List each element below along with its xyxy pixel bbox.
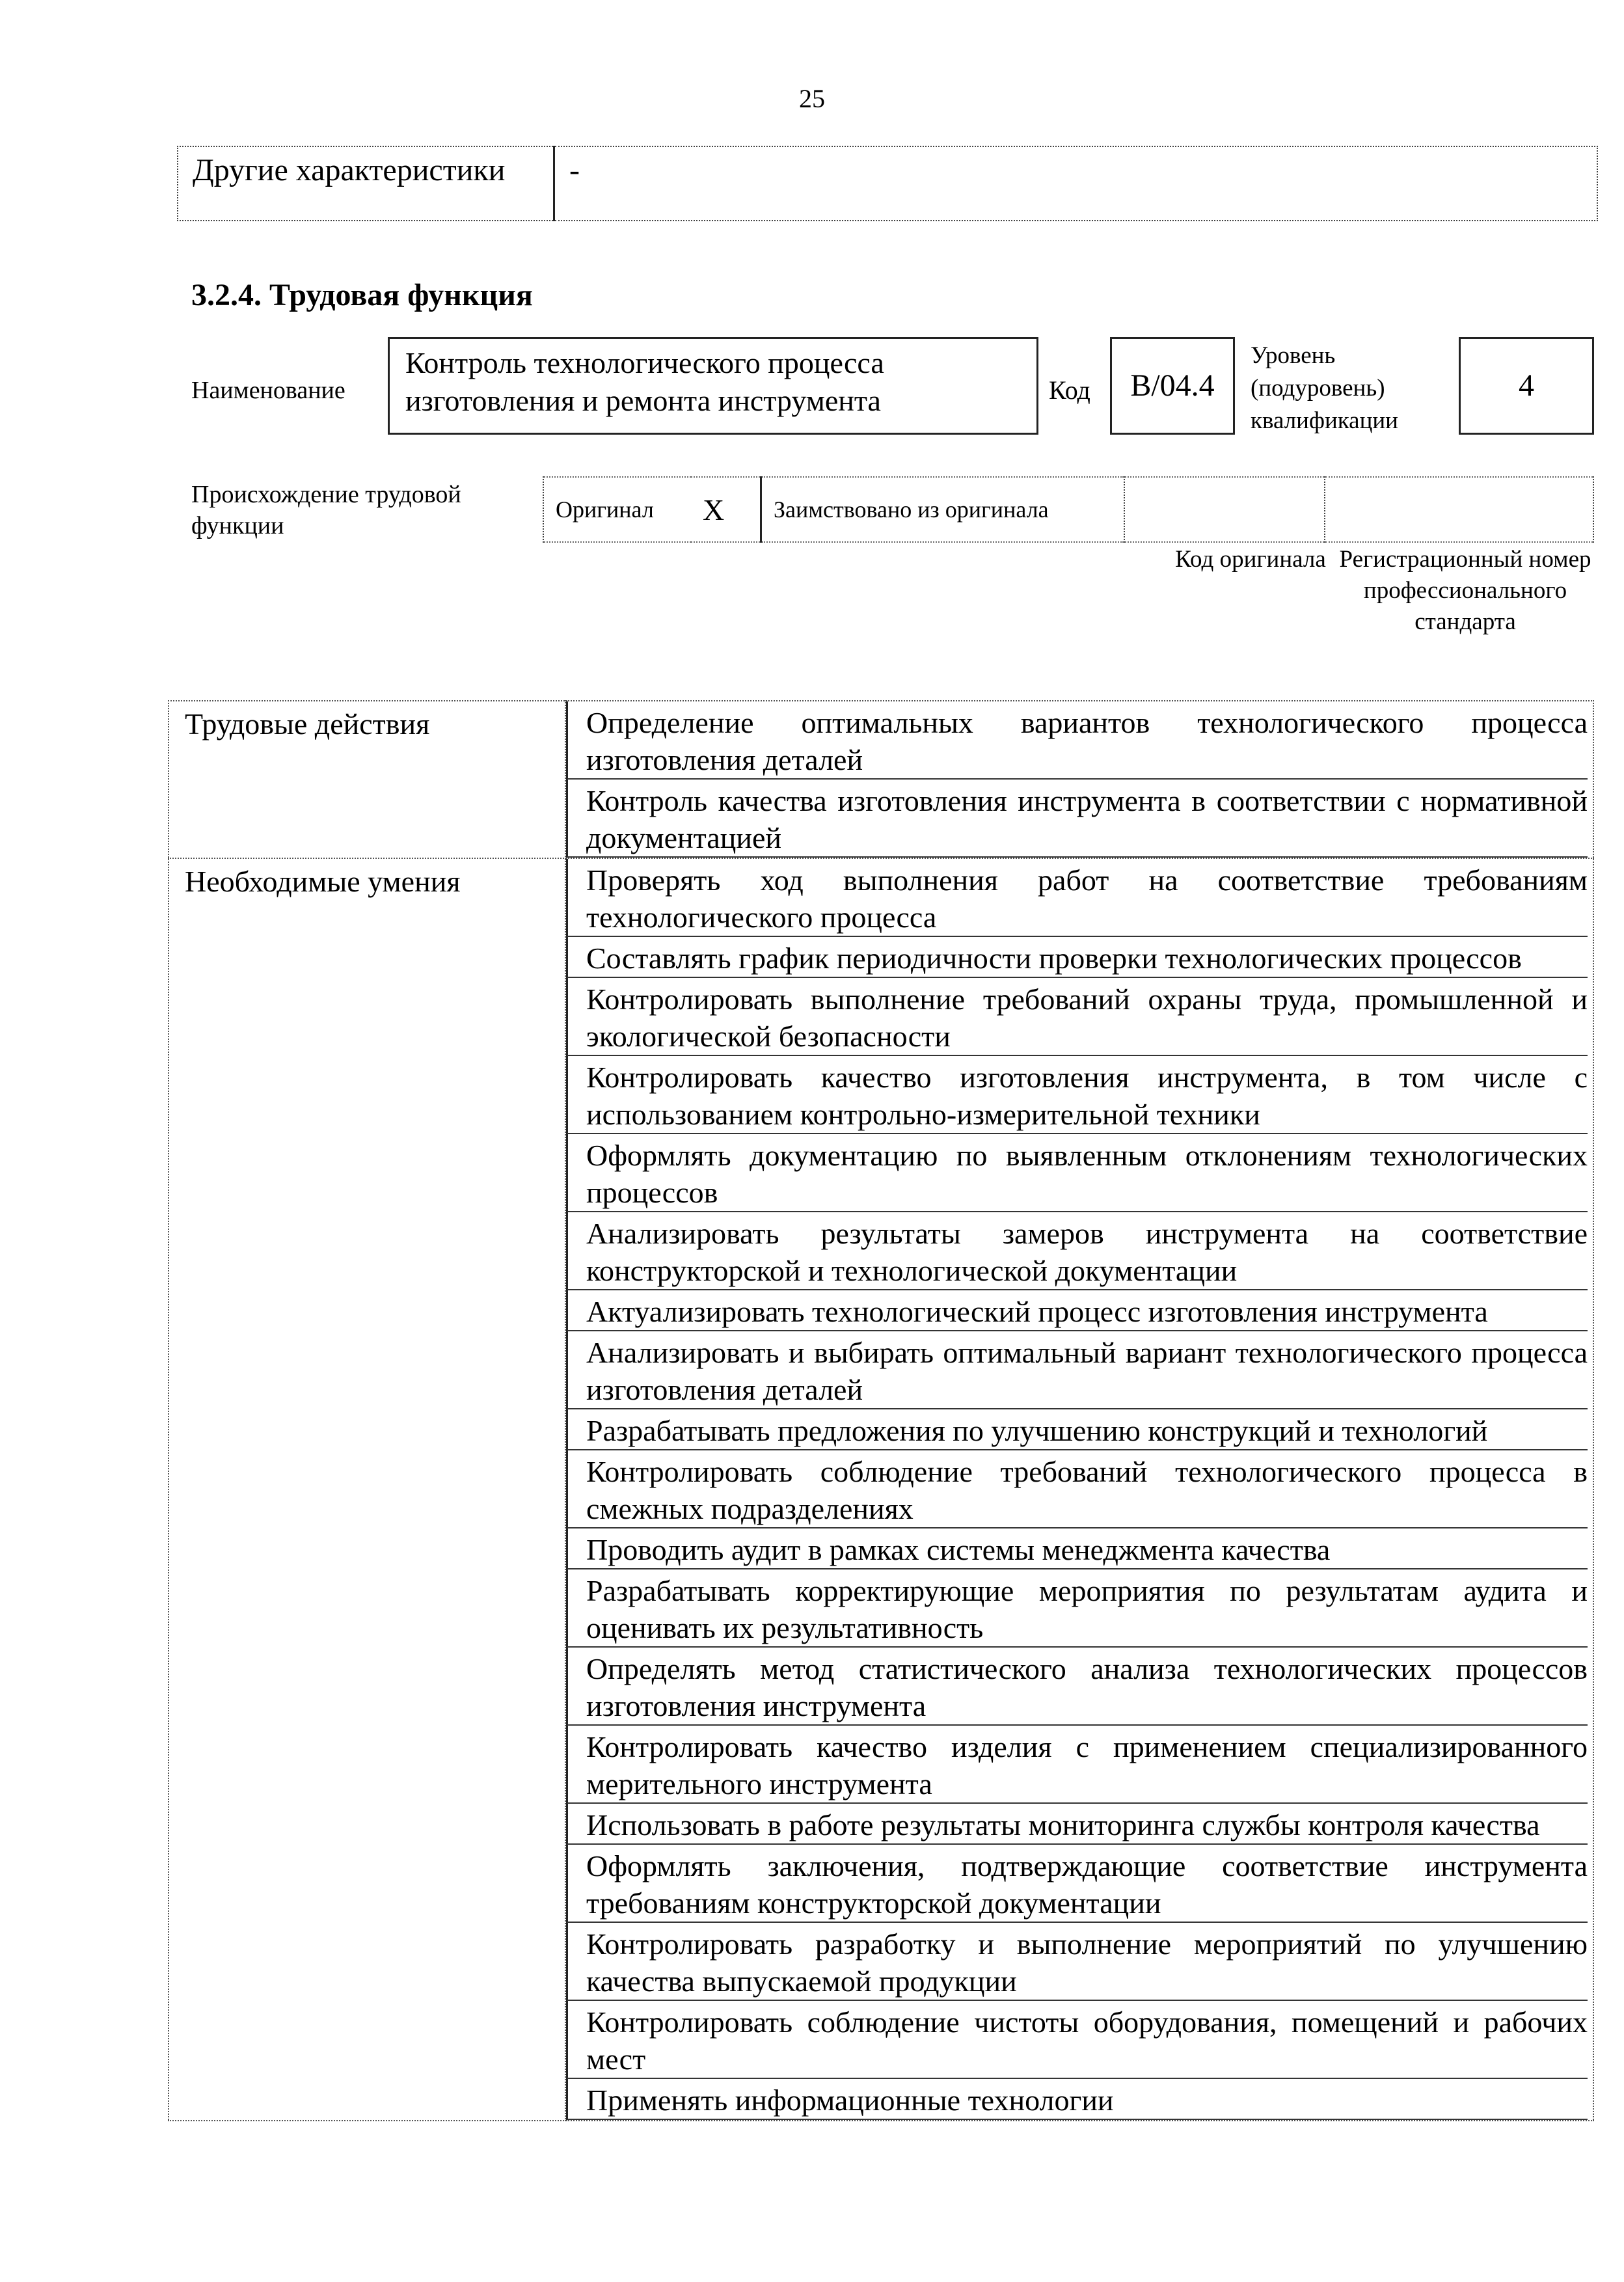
list-item: Анализировать результаты замеров инструмента на соответствие конструкторской и технологической документации (566, 1212, 1588, 1290)
list-item: Составлять график периодичности проверки технологических процессов (566, 937, 1588, 978)
page-number: 25 (799, 84, 825, 113)
list-item: Контролировать соблюдение чистоты оборудования, помещений и рабочих мест (566, 2001, 1588, 2079)
other-characteristics-table (177, 146, 1598, 221)
list-item: Проводить аудит в рамках системы менеджмента качества (566, 1528, 1588, 1569)
list-item: Контролировать соблюдение требований технологического процесса в смежных подразделениях (566, 1450, 1588, 1528)
origin-original-mark: X (703, 493, 725, 526)
qualification-level-box: 4 (1459, 337, 1594, 435)
list-item: Определение оптимальных вариантов технологического процесса изготовления деталей (566, 701, 1588, 780)
origin-table (543, 476, 1594, 543)
section-label: Необходимые умения (169, 858, 565, 2121)
list-item: Разрабатывать предложения по улучшению конструкций и технологий (566, 1409, 1588, 1450)
list-item: Актуализировать технологический процесс изготовления инструмента (566, 1290, 1588, 1331)
function-code-box: B/04.4 (1110, 337, 1235, 435)
origin-code-cell (1124, 477, 1325, 542)
list-item: Использовать в работе результаты мониторинга службы контроля качества (566, 1804, 1588, 1845)
list-item: Проверять ход выполнения работ на соответствие требованиям технологического процесса (566, 859, 1588, 937)
qualification-level-label (1251, 340, 1439, 437)
origin-label: Происхождение трудовой функции (191, 481, 461, 539)
list-item: Контролировать качество изделия с применением специализированного мерительного инструмента (566, 1726, 1588, 1804)
origin-reg-number-cell (1325, 477, 1593, 542)
registration-number-caption: Регистрационный номер профессионального стандарта (1339, 546, 1591, 635)
section-items (565, 701, 1593, 858)
list-item: Анализировать и выбирать оптимальный вариант технологического процесса изготовления деталей (566, 1331, 1588, 1409)
function-details-table (168, 700, 1594, 2121)
list-item: Контролировать разработку и выполнение мероприятий по улучшению качества выпускаемой продукции (566, 1923, 1588, 2001)
list-item: Оформлять заключения, подтверждающие соответствие инструмента требованиям конструкторской документации (566, 1845, 1588, 1923)
function-name-box: Контроль технологического процесса изготовления и ремонта инструмента (388, 337, 1038, 435)
origin-borrowed-label: Заимствовано из оригинала (761, 477, 1125, 542)
qualification-level-label-text: Уровень (подуровень) квалификации (1251, 342, 1398, 434)
origin-original-label: Оригинал (543, 477, 691, 542)
other-characteristics-label: Другие характеристики (178, 146, 554, 221)
section-label: Трудовые действия (169, 701, 565, 858)
name-label: Наименование (191, 377, 345, 404)
list-item: Оформлять документацию по выявленным отклонениям технологических процессов (566, 1134, 1588, 1212)
list-item: Контроль качества изготовления инструмента в соответствии с нормативной документацией (566, 780, 1588, 858)
list-item: Применять информационные технологии (566, 2079, 1588, 2120)
list-item: Разрабатывать корректирующие мероприятия по результатам аудита и оценивать их результативность (566, 1569, 1588, 1648)
code-label: Код (1049, 375, 1090, 405)
labor-actions-row (169, 701, 1593, 858)
required-skills-row (169, 858, 1593, 2121)
original-code-caption: Код оригинала (1175, 546, 1326, 573)
section-items (565, 858, 1593, 2121)
other-characteristics-value: - (569, 153, 580, 187)
section-title: 3.2.4. Трудовая функция (191, 278, 533, 312)
list-item: Определять метод статистического анализа технологических процессов изготовления инструмента (566, 1648, 1588, 1726)
list-item: Контролировать выполнение требований охраны труда, промышленной и экологической безопасности (566, 978, 1588, 1056)
list-item: Контролировать качество изготовления инструмента, в том числе с использованием контрольно-измерительной техники (566, 1056, 1588, 1134)
